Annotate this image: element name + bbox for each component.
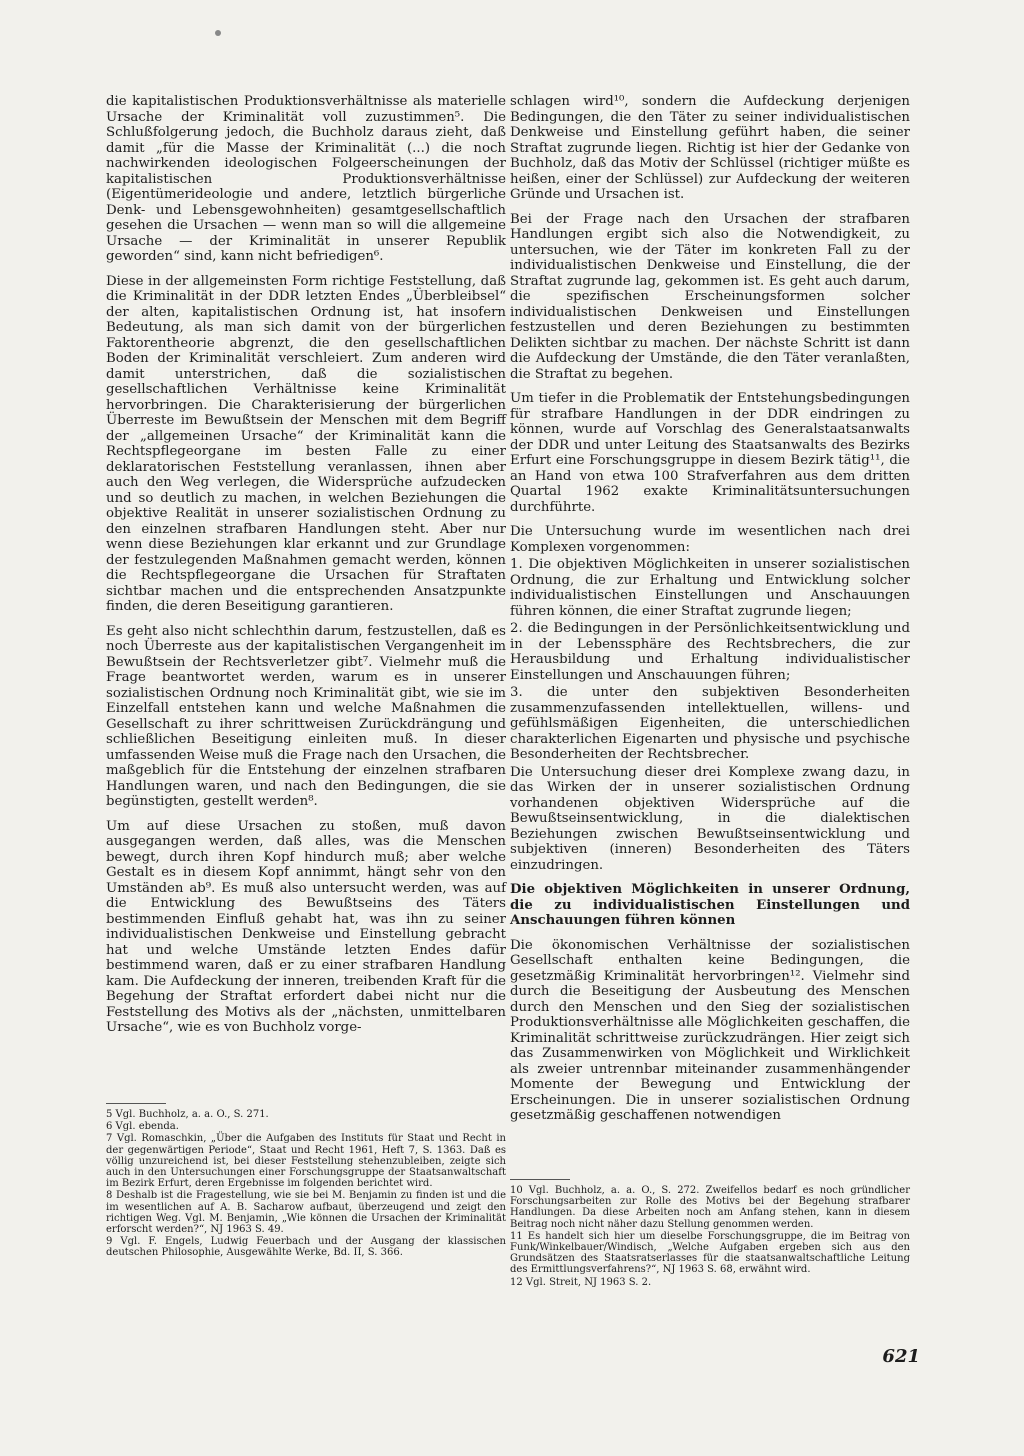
footnote-divider [510, 1179, 570, 1180]
left-column [106, 94, 506, 1045]
paragraph: Um auf diese Ursachen zu stoßen, muß davon ausgegangen werden, daß alles, was die Menschen bewegt, durch ihren Kopf hindurch muß; aber welche Gestalt es in diesem Kopf annimmt, hängt sehr von den Umständen ab⁹. Es muß also untersucht werden, was auf die Entwicklung des Bewußtseins des Täters bestimmenden Einfluß gehabt hat, was ihn zu seiner individualistischen Denkweise und Einstellung gebracht hat und welche Umstände letzten Endes dafür bestimmend waren, daß er zu einer strafbaren Handlung kam. Die Aufdeckung der inneren, treibenden Kraft für die Begehung der Straftat erfordert dabei nicht nur die Feststellung des Motivs als der „nächsten, unmittelbaren Ursache“, wie es von Buchholz vorge- [106, 818, 506, 1035]
footnote: 5 Vgl. Buchholz, a. a. O., S. 271. [106, 1109, 269, 1120]
page-number: 621 [882, 1346, 920, 1367]
paragraph: Die Untersuchung dieser drei Komplexe zwang dazu, in das Wirken der in unserer sozialistischen Ordnung vorhandenen objektiven Widersprüche auf die Bewußtseinsentwicklung, in die dialektischen Beziehungen zwischen Bewußtseinsentwicklung und subjektiven (inneren) Besonderheiten des Täters einzudringen. [510, 764, 910, 873]
footnote: 8 Deshalb ist die Fragestellung, wie sie bei M. Benjamin zu finden ist und die im wesentlichen auf A. B. Sacharow aufbaut, überzeugend und zeigt den richtigen Weg. Vgl. M. Benjamin, „Wie können die Ursachen der Kriminalität erforscht werden?“, NJ 1963 S. 49. [106, 1190, 506, 1236]
footnotes-right [510, 1185, 910, 1289]
footnote: 10 Vgl. Buchholz, a. a. O., S. 272. Zweifellos bedarf es noch gründlicher Forschungsarbeiten zur Rolle des Motivs bei der Begehung strafbarer Handlungen. Da diese Arbeiten noch am Anfang stehen, kann in diesem Beitrag noch nicht näher dazu Stellung genommen werden. [510, 1185, 910, 1230]
footnote-divider [106, 1103, 166, 1104]
paragraph: Bei der Frage nach den Ursachen der strafbaren Handlungen ergibt sich also die Notwendigkeit, zu untersuchen, wie der Täter im konkreten Fall zu der individualistischen Denkweise und Einstellung, die der Straftat zugrunde lag, gekommen ist. Es geht auch darum, die spezifischen Erscheinungsformen solcher individualistischen Denkweisen und Einstellungen festzustellen und deren Beziehungen zu bestimmten Delikten sichtbar zu machen. Der nächste Schritt ist dann die Aufdeckung der Umstände, die den Täter veranlaßten, die Straftat zu begehen. [510, 211, 910, 382]
footnote: 12 Vgl. Streit, NJ 1963 S. 2. [510, 1276, 652, 1288]
paragraph: Die Untersuchung wurde im wesentlichen nach drei Komplexen vorgenommen: [510, 524, 910, 555]
paragraph: die kapitalistischen Produktionsverhältnisse als materielle Ursache der Kriminalität voll zuzustimmen⁵. Die Schlußfolgerung jedoch, die Buchholz daraus zieht, daß damit „für die Masse der Kriminalität (...) die noch nachwirkenden ideologischen Folgeerscheinungen der kapitalistischen Produktionsverhältnisse (Eigentümerideologie und andere, letztlich bürgerliche Denk- und Lebensgewohnheiten) gesamtgesellschaftlich gesehen die Ursachen — wenn man so will die allgemeine Ursache — der Kriminalität in unserer Republik geworden“ sind, kann nicht befriedigen⁶. [106, 94, 506, 264]
footnote: 11 Es handelt sich hier um dieselbe Forschungsgruppe, die im Beitrag von Funk/Winkelbauer/Windisch, „Welche Aufgaben ergeben sich aus den Grundsätzen des Staatsratserlasses für die staatsanwaltschaftliche Leitung des Ermittlungsverfahrens?“, NJ 1963 S. 68, erwähnt wird. [510, 1230, 910, 1276]
list-item: 1. Die objektiven Möglichkeiten in unserer sozialistischen Ordnung, die zur Erhaltung und Entwicklung solcher individualistischen Einstellungen und Anschauungen führen können, die einer Straftat zugrunde liegen; [510, 557, 910, 619]
footnotes-left [106, 1109, 506, 1260]
paragraph: Diese in der allgemeinsten Form richtige Feststellung, daß die Kriminalität in der DDR letzten Endes „Überbleibsel“ der alten, kapitalistischen Ordnung ist, hat insofern Bedeutung, als man sich damit von der bürgerlichen Faktorentheorie abgrenzt, die den gesellschaftlichen Boden der Kriminalität verschleiert. Zum anderen wird damit unterstrichen, daß die sozialistischen gesellschaftlichen Verhältnisse keine Kriminalität hervorbringen. Die Charakterisierung der bürgerlichen Überreste im Bewußtsein der Menschen mit dem Begriff der „allgemeinen Ursache“ der Kriminalität kann die Rechtspflegeorgane im besten Falle zu einer deklaratorischen Feststellung veranlassen, ihnen aber auch den Weg verlegen, die Widersprüche aufzudecken und so deutlich zu machen, in welchen Beziehungen die objektive Realität in unserer sozialistischen Ordnung zu den einzelnen strafbaren Handlungen steht. Aber nur wenn diese Beziehungen klar erkannt und zur Grundlage der festzulegenden Maßnahmen gemacht werden, können die Rechtspflegeorgane die Ursachen für Straftaten sichtbar machen und die entsprechenden Ansatzpunkte finden, die deren Beseitigung garantieren. [106, 273, 506, 614]
footnote: 7 Vgl. Romaschkin, „Über die Aufgaben des Instituts für Staat und Recht in der gegenwärtigen Periode“, Staat und Recht 1961, Heft 7, S. 1363. Daß es völlig unzureichend ist, bei dieser Feststellung stehenzubleiben, zeigte sich auch in den Untersuchungen einer Forschungsgruppe der Staatsanwaltschaft im Bezirk Erfurt, deren Ergebnisse im folgenden berichtet wird. [106, 1133, 506, 1190]
list-item: 2. die Bedingungen in der Persönlichkeitsentwicklung und in der Lebenssphäre des Rechtsbrechers, die zur Herausbildung und Erhaltung individualistischer Einstellungen und Anschauungen führen; [510, 621, 910, 683]
footnote: 9 Vgl. F. Engels, Ludwig Feuerbach und der Ausgang der klassischen deutschen Philosophie, Ausgewählte Werke, Bd. II, S. 366. [106, 1236, 506, 1259]
paragraph: Die ökonomischen Verhältnisse der sozialistischen Gesellschaft enthalten keine Bedingungen, die gesetzmäßig Kriminalität hervorbringen¹². Vielmehr sind durch die Beseitigung der Ausbeutung des Menschen durch den Menschen und den Sieg der sozialistischen Produktionsverhältnisse alle Möglichkeiten geschaffen, die Kriminalität schrittweise zurückzudrängen. Hier zeigt sich das Zusammenwirken von Möglichkeit und Wirklichkeit als zweier untrennbar miteinander zusammenhängender Momente der Bewegung und Entwicklung der Erscheinungen. Die in unserer sozialistischen Ordnung gesetzmäßig geschaffenen notwendigen [510, 937, 910, 1123]
section-heading: Die objektiven Möglichkeiten in unserer Ordnung, die zu individualistischen Einstellungen und Anschauungen führen können [510, 882, 910, 928]
list-item: 3. die unter den subjektiven Besonderheiten zusammenzufassenden intellektuellen, willens- und gefühlsmäßigen Eigenheiten, die unterschiedlichen charakterlichen Eigenarten und physische und psychische Besonderheiten der Rechtsbrecher. [510, 685, 910, 762]
scan-speck [215, 30, 221, 36]
paragraph: Um tiefer in die Problematik der Entstehungsbedingungen für strafbare Handlungen in der DDR eindringen zu können, wurde auf Vorschlag des Generalstaatsanwalts der DDR und unter Leitung des Staatsanwalts des Bezirks Erfurt eine Forschungsgruppe in diesem Bezirk tätig¹¹, die an Hand von etwa 100 Strafverfahren aus dem dritten Quartal 1962 exakte Kriminalitätsuntersuchungen durchführte. [510, 391, 910, 515]
paragraph: schlagen wird¹⁰, sondern die Aufdeckung derjenigen Bedingungen, die den Täter zu seiner individualistischen Denkweise und Einstellung geführt haben, die seiner Straftat zugrunde liegen. Richtig ist hier der Gedanke von Buchholz, daß das Motiv der Schlüssel (richtiger müßte es heißen, einer der Schlüssel) zur Aufdeckung der weiteren Gründe und Ursachen ist. [510, 94, 910, 202]
right-column [510, 94, 910, 1133]
paragraph: Es geht also nicht schlechthin darum, festzustellen, daß es noch Überreste aus der kapitalistischen Vergangenheit im Bewußtsein der Rechtsverletzer gibt⁷. Vielmehr muß die Frage beantwortet werden, warum es in unserer sozialistischen Ordnung noch Kriminalität gibt, wie sie im Einzelfall entstehen kann und welche Maßnahmen die Gesellschaft zu ihrer schrittweisen Zurückdrängung und schließlichen Beseitigung einleiten muß. In dieser umfassenden Weise muß die Frage nach den Ursachen, die maßgeblich für die Entstehung der einzelnen strafbaren Handlungen waren, und nach den Bedingungen, die sie begünstigten, gestellt werden⁸. [106, 623, 506, 809]
footnote: 6 Vgl. ebenda. [106, 1121, 179, 1133]
